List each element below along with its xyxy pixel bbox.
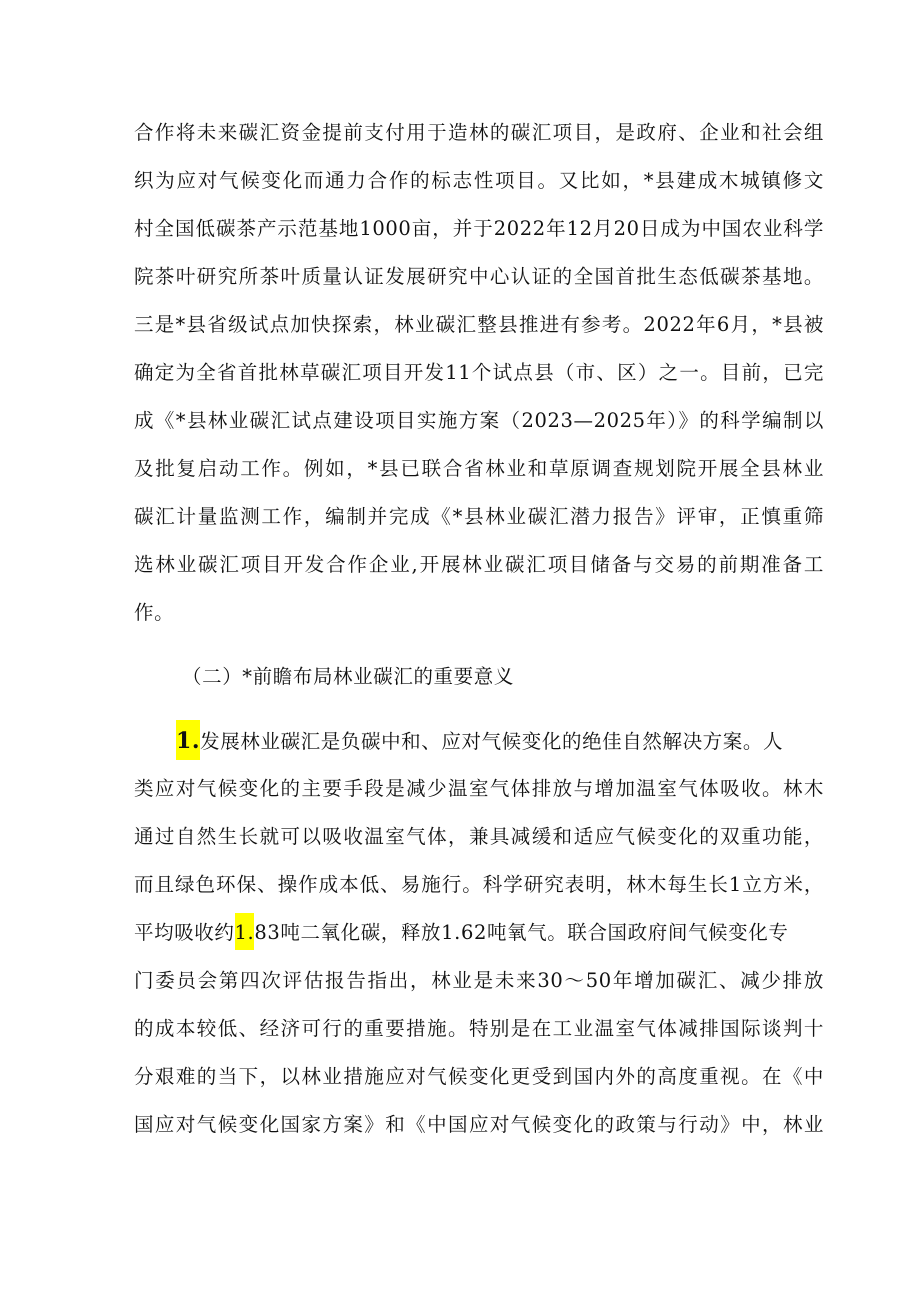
paragraph-2-line-5-after: 83吨二氧化碳，释放1.62吨氧气。联合国政府间气候变化专 — [254, 921, 789, 944]
section-heading: （二）*前瞻布局林业碳汇的重要意义 — [182, 665, 514, 688]
paragraph-2-line-8: 分艰难的当下，以林业措施应对气候变化更受到国内外的高度重视。在《中 — [134, 1065, 824, 1088]
paragraph-2-line-1 — [176, 728, 824, 755]
paragraph-2-line-5-before: 平均吸收约 — [134, 921, 235, 944]
paragraph-2-line-3: 通过自然生长就可以吸收温室气体，兼具减缓和适应气候变化的双重功能， — [134, 825, 824, 848]
paragraph-1-line-11: 作。 — [134, 601, 175, 624]
paragraph-2-line-4: 而且绿色环保、操作成本低、易施行。科学研究表明，林木每生长1立方米， — [134, 873, 824, 896]
paragraph-2-line-7: 的成本较低、经济可行的重要措施。特别是在工业温室气体减排国际谈判十 — [134, 1017, 824, 1040]
paragraph-1-line-5: 三是*县省级试点加快探索，林业碳汇整县推进有参考。2022年6月，*县被 — [134, 313, 824, 336]
paragraph-2-line-5 — [134, 920, 824, 946]
paragraph-1-line-6: 确定为全省首批林草碳汇项目开发11个试点县（市、区）之一。目前，已完 — [134, 361, 824, 384]
paragraph-1-line-3: 村全国低碳茶产示范基地1000亩，并于2022年12月20日成为中国农业科学 — [134, 217, 824, 240]
paragraph-2-line-6: 门委员会第四次评估报告指出，林业是未来30～50年增加碳汇、减少排放 — [134, 969, 824, 992]
highlighted-item-number: 1. — [176, 720, 200, 760]
paragraph-1-line-4: 院茶叶研究所茶叶质量认证发展研究中心认证的全国首批生态低碳茶基地。 — [134, 265, 824, 288]
paragraph-1-line-10: 选林业碳汇项目开发合作企业,开展林业碳汇项目储备与交易的前期准备工 — [134, 553, 824, 576]
paragraph-1-line-2: 织为应对气候变化而通力合作的标志性项目。又比如，*县建成木城镇修文 — [134, 169, 824, 192]
highlighted-number-fragment: 1. — [235, 913, 255, 950]
paragraph-2-line-2: 类应对气候变化的主要手段是减少温室气体排放与增加温室气体吸收。林木 — [134, 777, 824, 800]
paragraph-2-line-9: 国应对气候变化国家方案》和《中国应对气候变化的政策与行动》中，林业 — [134, 1113, 824, 1136]
paragraph-1-line-8: 及批复启动工作。例如，*县已联合省林业和草原调查规划院开展全县林业 — [134, 457, 824, 480]
paragraph-1-line-9: 碳汇计量监测工作，编制并完成《*县林业碳汇潜力报告》评审，正慎重筛 — [134, 505, 824, 528]
paragraph-2-line-1-text: 发展林业碳汇是负碳中和、应对气候变化的绝佳自然解决方案。人 — [200, 730, 784, 753]
paragraph-1-line-7: 成《*县林业碳汇试点建设项目实施方案（2023—2025年）》的科学编制以 — [134, 409, 824, 432]
paragraph-1-line-1: 合作将未来碳汇资金提前支付用于造林的碳汇项目，是政府、企业和社会组 — [134, 121, 824, 144]
